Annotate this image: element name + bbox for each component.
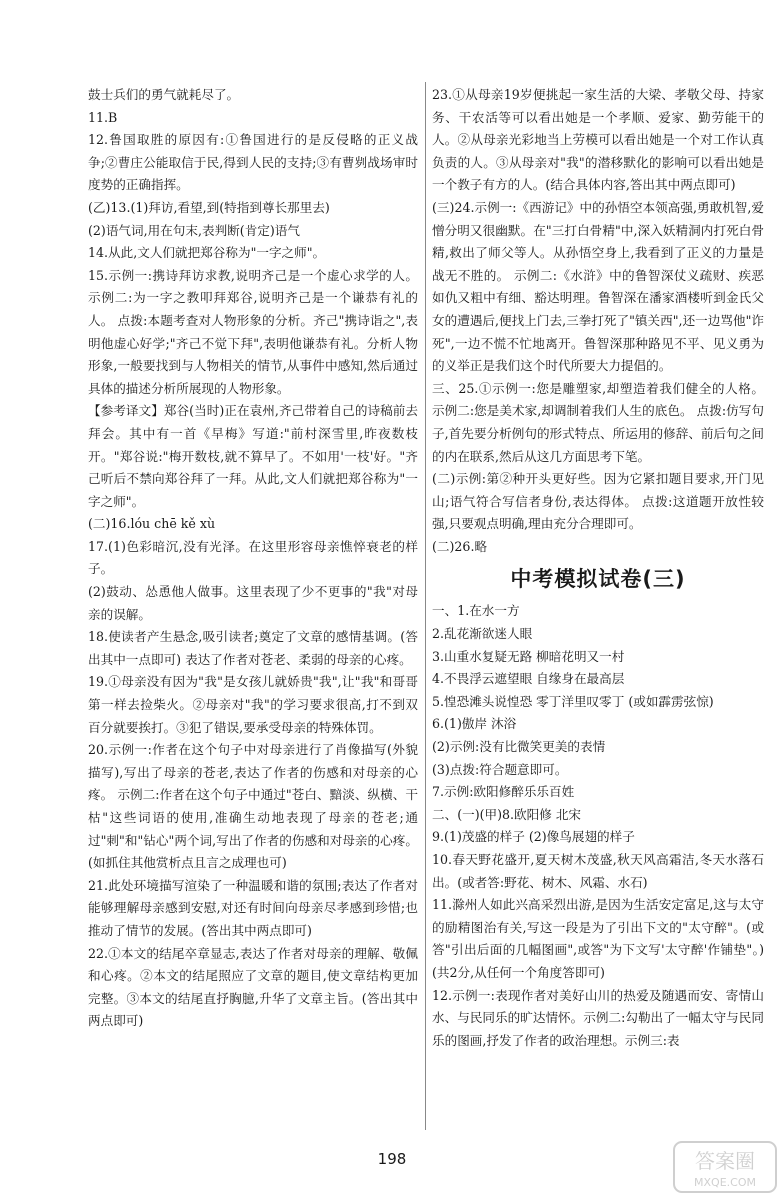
answer-paragraph: 一、1.在水一方 xyxy=(432,603,520,619)
answer-paragraph: 【参考译文】郑谷(当时)正在袁州,齐己带着自己的诗稿前去拜会。其中有一首《早梅》写道:"前村深雪里,昨夜数枝开。"郑谷说:"梅开数枝,就不算早了。不如用'一枝'好。"齐己听后不禁向郑谷拜了一拜。从此,文人们就把郑谷称为"一字之师"。 xyxy=(88,403,418,509)
answer-paragraph: 6.(1)傲岸 沐浴 xyxy=(432,716,517,732)
answer-paragraph: (三)24.示例一:《西游记》中的孙悟空本领高强,勇敢机智,爱憎分明又很幽默。在"三打白骨精"中,深入妖精洞内打死白骨精,救出了师父等人。从孙悟空身上,我看到了正义的力量是战无不胜的。 示例二:《水浒》中的鲁智深仗义疏财、疾恶如仇又粗中有细、豁达明理。鲁智深在潘家酒楼听到金氏父女的遭遇后,便找上门去,三拳打死了"镇关西",还一边骂他"诈死",一边不慌不忙地离开。鲁智深那种路见不平、见义勇为的义举正是我们这个时代所要大力提倡的。 xyxy=(432,199,764,374)
page-number: 198 xyxy=(377,1150,407,1168)
answer-paragraph: 4.不畏浮云遮望眼 自缘身在最高层 xyxy=(432,671,625,687)
mock-exam-answers xyxy=(432,600,764,1052)
answer-paragraph: 2.乱花渐欲迷人眼 xyxy=(432,626,533,642)
answer-paragraph: (2)示例:没有比微笑更美的表情 xyxy=(432,739,606,755)
answer-paragraph: 鼓士兵们的勇气就耗尽了。 xyxy=(88,87,240,102)
answer-paragraph: (二)26.略 xyxy=(432,538,488,554)
answer-paragraph: 9.(1)茂盛的样子 (2)像鸟展翅的样子 xyxy=(432,829,635,845)
answer-paragraph: (2)鼓动、怂恿他人做事。这里表现了少不更事的"我"对母亲的误解。 xyxy=(88,584,418,622)
answer-paragraph: 3.山重水复疑无路 柳暗花明又一村 xyxy=(432,648,625,664)
answer-paragraph: 18.使读者产生悬念,吸引读者;奠定了文章的感情基调。(答出其中一点即可) 表达了作者对苍老、柔弱的母亲的心疼。 xyxy=(88,629,418,667)
answer-paragraph: 10.春天野花盛开,夏天树木茂盛,秋天风高霜洁,冬天水落石出。(或者答:野花、树木、风霜、水石) xyxy=(432,852,764,890)
left-column xyxy=(88,84,418,1033)
column-divider xyxy=(425,82,426,1130)
right-column xyxy=(432,84,764,1052)
answer-paragraph: 15.示例一:携诗拜访求教,说明齐己是一个虚心求学的人。 示例二:为一字之教叩拜郑谷,说明齐己是一个谦恭有礼的人。 点拨:本题考查对人物形象的分析。齐己"携诗诣之",表明他虚心好学;"齐己不觉下拜",表明他谦恭有礼。分析人物形象,一般要找到与人物相关的情节,从事件中感知,然后通过具体的描述分析所展现的人物形象。 xyxy=(88,267,418,396)
answer-paragraph: (3)点拨:符合题意即可。 xyxy=(432,761,568,777)
answer-paragraph: 二、(一)(甲)8.欧阳修 北宋 xyxy=(432,806,582,822)
answer-paragraph: 21.此处环境描写渲染了一种温暖和谐的氛围;表达了作者对能够理解母亲感到安慰,对还有时间向母亲尽孝感到珍惜;也推动了情节的发展。(答出其中两点即可) xyxy=(88,877,418,938)
answer-paragraph: 19.①母亲没有因为"我"是女孩儿就娇贵"我",让"我"和哥哥第一样去捡柴火。②母亲对"我"的学习要求很高,打不到双百分就要挨打。③犯了错误,要承受母亲的特殊体罚。 xyxy=(88,674,418,735)
answer-paragraph: (乙)13.(1)拜访,看望,到(特指到尊长那里去) xyxy=(88,199,330,215)
answer-paragraph: 20.示例一:作者在这个句子中对母亲进行了肖像描写(外貌描写),写出了母亲的苍老,表达了作者的伤感和对母亲的心疼。 示例二:作者在这个句子中通过"苍白、黯淡、纵横、干枯"这些词语的使用,准确生动地表现了母亲的苍老;通过"刺"和"钻心"两个词,写出了作者的伤感和对母亲的心疼。(如抓住其他赏析点且言之成理也可) xyxy=(88,742,418,871)
answer-paragraph: (二)16.lóu chē kě xù xyxy=(88,516,216,532)
answer-paragraph: 22.①本文的结尾卒章显志,表达了作者对母亲的理解、敬佩和心疼。②本文的结尾照应了文章的题目,使文章结构更加完整。③本文的结尾直抒胸臆,升华了文章主旨。(答出其中两点即可) xyxy=(88,945,418,1029)
answer-paragraph: 23.①从母亲19岁便挑起一家生活的大梁、孝敬父母、持家务、干农活等可以看出她是一个孝顺、爱家、勤劳能干的人。②从母亲光彩地当上劳模可以看出她是一个对工作认真负责的人。③从母亲对"我"的潜移默化的影响可以看出她是一个教子有方的人。(结合具体内容,答出其中两点即可) xyxy=(432,87,764,193)
answer-paragraph: 17.(1)色彩暗沉,没有光泽。在这里形容母亲憔悴衰老的样子。 xyxy=(88,538,418,577)
answer-paragraph: 11.B xyxy=(88,109,118,125)
answer-paragraph: 5.惶恐滩头说惶恐 零丁洋里叹零丁 (或如霹雳弦惊) xyxy=(432,693,714,709)
answer-paragraph: 12.示例一:表现作者对美好山川的热爱及随遇而安、寄情山水、与民同乐的旷达情怀。示例二:勾勒出了一幅太守与民同乐的图画,抒发了作者的政治理想。示例三:表 xyxy=(432,987,764,1048)
right-column-answers xyxy=(432,84,764,558)
answer-paragraph: 14.从此,文人们就把郑谷称为"一字之师"。 xyxy=(88,245,326,261)
svg-text:MXQE.COM: MXQE.COM xyxy=(694,1176,756,1189)
watermark-logo xyxy=(672,1138,778,1196)
answer-paragraph: 三、25.①示例一:您是雕塑家,却塑造着我们健全的人格。 示例二:您是美术家,却调制着我们人生的底色。 点拨:仿写句子,首先要分析例句的形式特点、所运用的修辞、前后句之间的内在联系,然后从这几方面思考下笔。 xyxy=(432,380,764,464)
answer-paragraph: 11.滁州人如此兴高采烈出游,是因为生活安定富足,这与太守的励精图治有关,写这一段是为了引出下文的"太守醉"。(或答"引出后面的几幅图画",或答"为下文写'太守醉'作铺垫"。)(共2分,从任何一个角度答即可) xyxy=(432,897,764,980)
svg-text:答案圈: 答案圈 xyxy=(695,1149,755,1173)
answer-paragraph: (二)示例:第②种开头更好些。因为它紧扣题目要求,开门见山;语气符合写信者身份,表达得体。 点拨:这道题开放性较强,只要观点明确,理由充分合理即可。 xyxy=(432,471,764,532)
section-title: 中考模拟试卷(三) xyxy=(510,567,686,592)
answer-paragraph: 12.鲁国取胜的原因有:①鲁国进行的是反侵略的正义战争;②曹庄公能取信于民,得到人民的支持;③有曹刿战场审时度势的正确指挥。 xyxy=(88,132,418,193)
answer-paragraph: 7.示例:欧阳修醉乐乐百姓 xyxy=(432,784,575,800)
answer-paragraph: (2)语气词,用在句末,表判断(肯定)语气 xyxy=(88,222,300,238)
